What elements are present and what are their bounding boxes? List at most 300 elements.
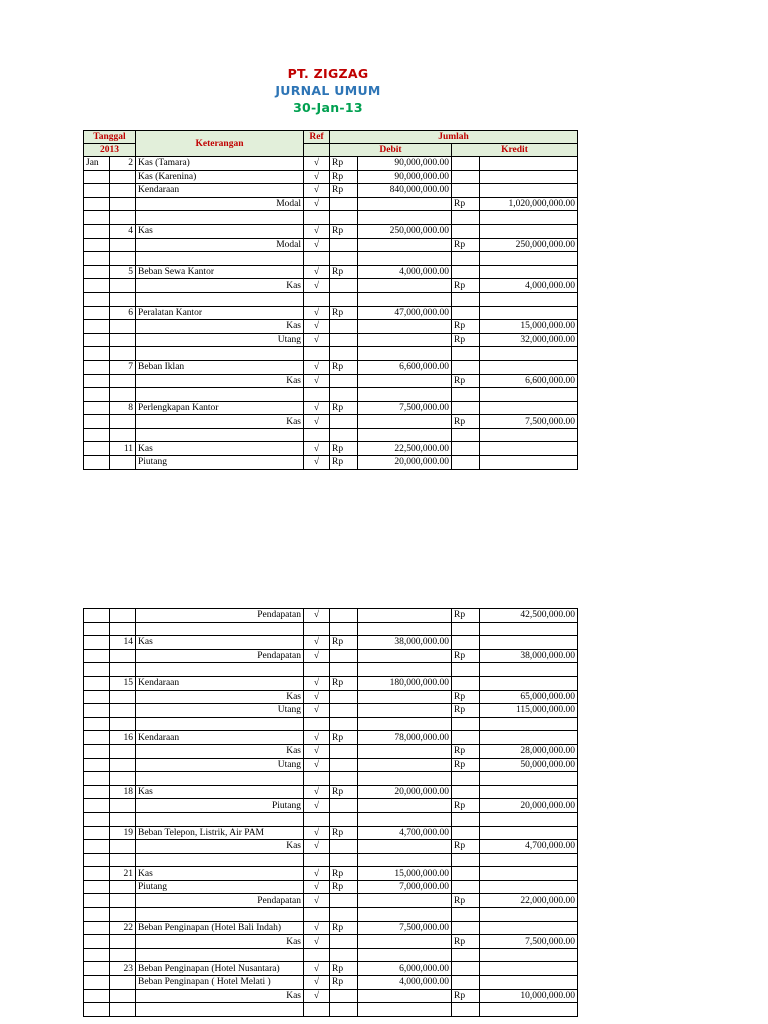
cell-ref: √ xyxy=(304,690,330,704)
cell-kredit-amount: 1,020,000,000.00 xyxy=(480,197,578,211)
cell-debit-currency xyxy=(330,428,358,442)
cell-month xyxy=(84,853,110,867)
cell-day: 2 xyxy=(110,157,136,171)
cell-debit-amount: 47,000,000.00 xyxy=(358,306,452,320)
cell-month xyxy=(84,663,110,677)
header-jumlah: Jumlah xyxy=(330,131,578,144)
cell-day xyxy=(110,744,136,758)
cell-day xyxy=(110,935,136,949)
cell-kredit-currency xyxy=(452,456,480,470)
cell-debit-amount: 78,000,000.00 xyxy=(358,731,452,745)
cell-keterangan: Utang xyxy=(136,704,304,718)
cell-kredit-amount xyxy=(480,622,578,636)
cell-ref xyxy=(304,428,330,442)
cell-ref xyxy=(304,717,330,731)
cell-keterangan xyxy=(136,428,304,442)
cell-debit-currency xyxy=(330,388,358,402)
cell-day xyxy=(110,279,136,293)
cell-ref xyxy=(304,772,330,786)
cell-kredit-amount xyxy=(480,265,578,279)
cell-kredit-amount xyxy=(480,388,578,402)
cell-ref: √ xyxy=(304,636,330,650)
cell-ref xyxy=(304,347,330,361)
journal-row xyxy=(84,1003,578,1017)
cell-debit-amount xyxy=(358,279,452,293)
cell-kredit-currency: Rp xyxy=(452,238,480,252)
cell-day: 4 xyxy=(110,224,136,238)
cell-ref: √ xyxy=(304,442,330,456)
cell-month xyxy=(84,894,110,908)
cell-ref: √ xyxy=(304,826,330,840)
cell-debit-amount xyxy=(358,211,452,225)
cell-keterangan: Perlengkapan Kantor xyxy=(136,401,304,415)
header-keterangan: Keterangan xyxy=(136,131,304,157)
cell-ref: √ xyxy=(304,238,330,252)
table-header-row xyxy=(84,131,578,144)
cell-month xyxy=(84,306,110,320)
cell-kredit-amount xyxy=(480,442,578,456)
cell-debit-currency xyxy=(330,292,358,306)
cell-ref: √ xyxy=(304,401,330,415)
cell-kredit-amount xyxy=(480,676,578,690)
cell-kredit-currency xyxy=(452,676,480,690)
cell-keterangan: Beban Iklan xyxy=(136,360,304,374)
cell-kredit-currency xyxy=(452,306,480,320)
cell-keterangan: Utang xyxy=(136,333,304,347)
cell-ref: √ xyxy=(304,415,330,429)
cell-ref xyxy=(304,812,330,826)
cell-debit-currency xyxy=(330,812,358,826)
cell-month xyxy=(84,731,110,745)
cell-debit-amount: 250,000,000.00 xyxy=(358,224,452,238)
journal-row xyxy=(84,279,578,293)
journal-row xyxy=(84,238,578,252)
cell-month xyxy=(84,880,110,894)
cell-kredit-currency: Rp xyxy=(452,374,480,388)
cell-keterangan: Kas xyxy=(136,320,304,334)
cell-kredit-amount xyxy=(480,157,578,171)
cell-debit-currency xyxy=(330,333,358,347)
cell-keterangan: Utang xyxy=(136,758,304,772)
cell-month xyxy=(84,292,110,306)
header-tanggal: Tanggal xyxy=(84,131,136,144)
cell-kredit-currency xyxy=(452,948,480,962)
journal-row xyxy=(84,826,578,840)
journal-row xyxy=(84,197,578,211)
cell-ref: √ xyxy=(304,921,330,935)
cell-ref xyxy=(304,1003,330,1017)
cell-day xyxy=(110,1003,136,1017)
cell-debit-currency xyxy=(330,663,358,677)
header-debit: Debit xyxy=(330,144,452,157)
cell-ref: √ xyxy=(304,184,330,198)
cell-debit-currency xyxy=(330,840,358,854)
cell-keterangan: Kas xyxy=(136,867,304,881)
journal-title: JURNAL UMUM xyxy=(275,83,381,98)
cell-debit-currency: Rp xyxy=(330,442,358,456)
cell-debit-currency xyxy=(330,347,358,361)
cell-day: 8 xyxy=(110,401,136,415)
journal-row xyxy=(84,415,578,429)
journal-row xyxy=(84,799,578,813)
cell-kredit-amount: 65,000,000.00 xyxy=(480,690,578,704)
cell-month xyxy=(84,935,110,949)
cell-kredit-currency xyxy=(452,442,480,456)
cell-month xyxy=(84,197,110,211)
cell-kredit-currency: Rp xyxy=(452,609,480,623)
cell-ref: √ xyxy=(304,333,330,347)
cell-kredit-currency xyxy=(452,785,480,799)
cell-day xyxy=(110,609,136,623)
cell-day: 16 xyxy=(110,731,136,745)
cell-kredit-currency: Rp xyxy=(452,704,480,718)
cell-kredit-amount: 50,000,000.00 xyxy=(480,758,578,772)
cell-debit-amount: 90,000,000.00 xyxy=(358,170,452,184)
cell-kredit-amount: 6,600,000.00 xyxy=(480,374,578,388)
cell-debit-currency: Rp xyxy=(330,880,358,894)
cell-kredit-currency: Rp xyxy=(452,333,480,347)
cell-ref: √ xyxy=(304,867,330,881)
cell-keterangan xyxy=(136,347,304,361)
cell-debit-currency xyxy=(330,1003,358,1017)
cell-kredit-amount xyxy=(480,785,578,799)
cell-kredit-amount xyxy=(480,636,578,650)
cell-debit-currency xyxy=(330,704,358,718)
journal-row xyxy=(84,908,578,922)
cell-kredit-amount: 38,000,000.00 xyxy=(480,649,578,663)
cell-debit-currency xyxy=(330,717,358,731)
journal-row xyxy=(84,758,578,772)
cell-ref: √ xyxy=(304,456,330,470)
cell-ref: √ xyxy=(304,731,330,745)
cell-month xyxy=(84,785,110,799)
cell-month xyxy=(84,374,110,388)
cell-month xyxy=(84,609,110,623)
journal-row xyxy=(84,636,578,650)
cell-ref: √ xyxy=(304,785,330,799)
cell-day xyxy=(110,704,136,718)
cell-debit-amount xyxy=(358,908,452,922)
cell-day: 11 xyxy=(110,442,136,456)
cell-kredit-amount xyxy=(480,401,578,415)
cell-debit-currency xyxy=(330,211,358,225)
cell-kredit-amount: 115,000,000.00 xyxy=(480,704,578,718)
cell-kredit-currency xyxy=(452,292,480,306)
cell-debit-currency xyxy=(330,935,358,949)
cell-ref: √ xyxy=(304,374,330,388)
journal-row xyxy=(84,880,578,894)
cell-debit-amount: 90,000,000.00 xyxy=(358,157,452,171)
cell-debit-currency xyxy=(330,758,358,772)
cell-debit-amount xyxy=(358,799,452,813)
cell-kredit-currency xyxy=(452,772,480,786)
cell-ref: √ xyxy=(304,320,330,334)
header-ref-blank xyxy=(304,144,330,157)
journal-row xyxy=(84,265,578,279)
cell-debit-currency xyxy=(330,989,358,1003)
cell-debit-currency: Rp xyxy=(330,676,358,690)
cell-ref: √ xyxy=(304,360,330,374)
cell-keterangan xyxy=(136,948,304,962)
cell-day: 18 xyxy=(110,785,136,799)
journal-row xyxy=(84,731,578,745)
cell-month xyxy=(84,360,110,374)
cell-ref xyxy=(304,663,330,677)
cell-month xyxy=(84,948,110,962)
cell-keterangan: Piutang xyxy=(136,799,304,813)
cell-ref xyxy=(304,948,330,962)
cell-day xyxy=(110,415,136,429)
cell-day xyxy=(110,812,136,826)
cell-debit-currency: Rp xyxy=(330,962,358,976)
cell-kredit-currency xyxy=(452,908,480,922)
cell-kredit-currency xyxy=(452,962,480,976)
cell-debit-amount: 4,000,000.00 xyxy=(358,265,452,279)
cell-debit-amount: 4,700,000.00 xyxy=(358,826,452,840)
cell-ref: √ xyxy=(304,880,330,894)
cell-day: 21 xyxy=(110,867,136,881)
cell-debit-amount xyxy=(358,428,452,442)
cell-kredit-currency: Rp xyxy=(452,320,480,334)
cell-kredit-currency xyxy=(452,663,480,677)
cell-kredit-amount xyxy=(480,962,578,976)
cell-debit-amount xyxy=(358,1003,452,1017)
cell-keterangan: Kas xyxy=(136,840,304,854)
journal-row xyxy=(84,401,578,415)
cell-debit-amount xyxy=(358,853,452,867)
cell-month xyxy=(84,812,110,826)
cell-ref: √ xyxy=(304,744,330,758)
cell-kredit-currency: Rp xyxy=(452,690,480,704)
cell-kredit-amount xyxy=(480,867,578,881)
cell-keterangan: Beban Penginapan (Hotel Nusantara) xyxy=(136,962,304,976)
cell-kredit-amount xyxy=(480,306,578,320)
cell-debit-currency: Rp xyxy=(330,170,358,184)
cell-keterangan: Modal xyxy=(136,197,304,211)
cell-month xyxy=(84,744,110,758)
cell-keterangan: Kas xyxy=(136,989,304,1003)
cell-ref: √ xyxy=(304,976,330,990)
cell-day: 5 xyxy=(110,265,136,279)
cell-ref: √ xyxy=(304,935,330,949)
cell-debit-amount: 20,000,000.00 xyxy=(358,456,452,470)
cell-debit-amount xyxy=(358,758,452,772)
cell-debit-amount: 180,000,000.00 xyxy=(358,676,452,690)
cell-ref xyxy=(304,388,330,402)
cell-keterangan: Kas xyxy=(136,636,304,650)
cell-day xyxy=(110,772,136,786)
cell-debit-amount: 15,000,000.00 xyxy=(358,867,452,881)
cell-keterangan: Kas xyxy=(136,279,304,293)
cell-debit-amount xyxy=(358,333,452,347)
cell-kredit-amount xyxy=(480,731,578,745)
cell-month xyxy=(84,333,110,347)
journal-row xyxy=(84,333,578,347)
cell-ref: √ xyxy=(304,609,330,623)
cell-kredit-amount xyxy=(480,224,578,238)
cell-ref: √ xyxy=(304,649,330,663)
cell-month xyxy=(84,184,110,198)
cell-debit-currency xyxy=(330,894,358,908)
cell-debit-amount xyxy=(358,388,452,402)
cell-month xyxy=(84,840,110,854)
cell-month xyxy=(84,279,110,293)
cell-day xyxy=(110,840,136,854)
cell-month xyxy=(84,238,110,252)
journal-row xyxy=(84,894,578,908)
cell-kredit-currency xyxy=(452,184,480,198)
cell-kredit-currency xyxy=(452,636,480,650)
cell-debit-amount xyxy=(358,609,452,623)
cell-ref: √ xyxy=(304,265,330,279)
journal-row xyxy=(84,347,578,361)
journal-row xyxy=(84,989,578,1003)
cell-month xyxy=(84,908,110,922)
journal-date: 30-Jan-13 xyxy=(293,100,363,115)
cell-keterangan: Piutang xyxy=(136,880,304,894)
cell-day xyxy=(110,252,136,266)
cell-keterangan xyxy=(136,1003,304,1017)
cell-kredit-currency xyxy=(452,157,480,171)
cell-debit-amount xyxy=(358,663,452,677)
journal-row xyxy=(84,609,578,623)
cell-keterangan: Pendapatan xyxy=(136,894,304,908)
cell-day xyxy=(110,456,136,470)
cell-day xyxy=(110,347,136,361)
cell-kredit-currency xyxy=(452,388,480,402)
cell-debit-amount xyxy=(358,948,452,962)
journal-row xyxy=(84,157,578,171)
cell-kredit-amount xyxy=(480,663,578,677)
journal-row xyxy=(84,252,578,266)
cell-debit-amount xyxy=(358,347,452,361)
cell-kredit-currency xyxy=(452,976,480,990)
cell-ref: √ xyxy=(304,224,330,238)
cell-kredit-currency xyxy=(452,622,480,636)
cell-keterangan: Kas (Tamara) xyxy=(136,157,304,171)
cell-debit-amount xyxy=(358,840,452,854)
journal-table-page-1 xyxy=(83,130,578,470)
journal-row xyxy=(84,744,578,758)
cell-ref: √ xyxy=(304,157,330,171)
cell-month xyxy=(84,347,110,361)
journal-row xyxy=(84,948,578,962)
cell-day xyxy=(110,238,136,252)
cell-debit-currency xyxy=(330,744,358,758)
cell-kredit-amount xyxy=(480,211,578,225)
cell-month xyxy=(84,649,110,663)
journal-table-page-2 xyxy=(83,608,578,1017)
cell-debit-amount xyxy=(358,744,452,758)
cell-debit-currency: Rp xyxy=(330,921,358,935)
cell-day xyxy=(110,989,136,1003)
cell-day xyxy=(110,622,136,636)
cell-kredit-amount xyxy=(480,921,578,935)
journal-row xyxy=(84,812,578,826)
journal-row xyxy=(84,663,578,677)
cell-day xyxy=(110,758,136,772)
cell-debit-amount xyxy=(358,374,452,388)
journal-row xyxy=(84,717,578,731)
cell-debit-currency: Rp xyxy=(330,360,358,374)
cell-day: 23 xyxy=(110,962,136,976)
cell-keterangan xyxy=(136,908,304,922)
cell-debit-currency xyxy=(330,622,358,636)
cell-debit-currency xyxy=(330,320,358,334)
cell-debit-amount: 38,000,000.00 xyxy=(358,636,452,650)
cell-debit-amount: 7,500,000.00 xyxy=(358,401,452,415)
cell-day xyxy=(110,894,136,908)
cell-kredit-currency xyxy=(452,826,480,840)
cell-kredit-currency: Rp xyxy=(452,197,480,211)
cell-kredit-currency xyxy=(452,812,480,826)
cell-keterangan: Kas xyxy=(136,785,304,799)
cell-kredit-amount: 7,500,000.00 xyxy=(480,415,578,429)
cell-kredit-currency: Rp xyxy=(452,649,480,663)
cell-kredit-amount xyxy=(480,170,578,184)
company-name: PT. ZIGZAG xyxy=(287,66,369,81)
cell-kredit-amount xyxy=(480,360,578,374)
cell-kredit-currency xyxy=(452,880,480,894)
cell-debit-currency xyxy=(330,609,358,623)
journal-row xyxy=(84,428,578,442)
cell-day xyxy=(110,717,136,731)
cell-debit-currency: Rp xyxy=(330,157,358,171)
journal-row xyxy=(84,976,578,990)
cell-month xyxy=(84,320,110,334)
cell-debit-currency xyxy=(330,853,358,867)
cell-kredit-currency: Rp xyxy=(452,415,480,429)
cell-kredit-amount xyxy=(480,812,578,826)
cell-debit-amount: 4,000,000.00 xyxy=(358,976,452,990)
cell-month xyxy=(84,758,110,772)
cell-kredit-currency: Rp xyxy=(452,989,480,1003)
cell-debit-currency: Rp xyxy=(330,224,358,238)
cell-kredit-currency: Rp xyxy=(452,840,480,854)
header-kredit: Kredit xyxy=(452,144,578,157)
cell-debit-amount xyxy=(358,894,452,908)
cell-kredit-amount xyxy=(480,948,578,962)
cell-keterangan xyxy=(136,663,304,677)
cell-debit-currency xyxy=(330,252,358,266)
cell-ref xyxy=(304,252,330,266)
cell-month xyxy=(84,976,110,990)
cell-debit-amount: 840,000,000.00 xyxy=(358,184,452,198)
cell-month xyxy=(84,676,110,690)
cell-ref: √ xyxy=(304,676,330,690)
cell-month xyxy=(84,772,110,786)
cell-debit-currency: Rp xyxy=(330,826,358,840)
cell-day xyxy=(110,880,136,894)
cell-debit-currency xyxy=(330,415,358,429)
cell-day xyxy=(110,292,136,306)
cell-debit-currency xyxy=(330,948,358,962)
journal-row xyxy=(84,224,578,238)
cell-day xyxy=(110,374,136,388)
journal-row xyxy=(84,704,578,718)
journal-row xyxy=(84,292,578,306)
cell-kredit-currency xyxy=(452,867,480,881)
cell-kredit-amount: 32,000,000.00 xyxy=(480,333,578,347)
cell-keterangan: Beban Penginapan (Hotel Bali Indah) xyxy=(136,921,304,935)
cell-ref: √ xyxy=(304,840,330,854)
cell-month xyxy=(84,717,110,731)
cell-debit-currency: Rp xyxy=(330,731,358,745)
cell-ref: √ xyxy=(304,704,330,718)
journal-row xyxy=(84,320,578,334)
cell-keterangan: Kas xyxy=(136,415,304,429)
cell-debit-amount: 6,600,000.00 xyxy=(358,360,452,374)
